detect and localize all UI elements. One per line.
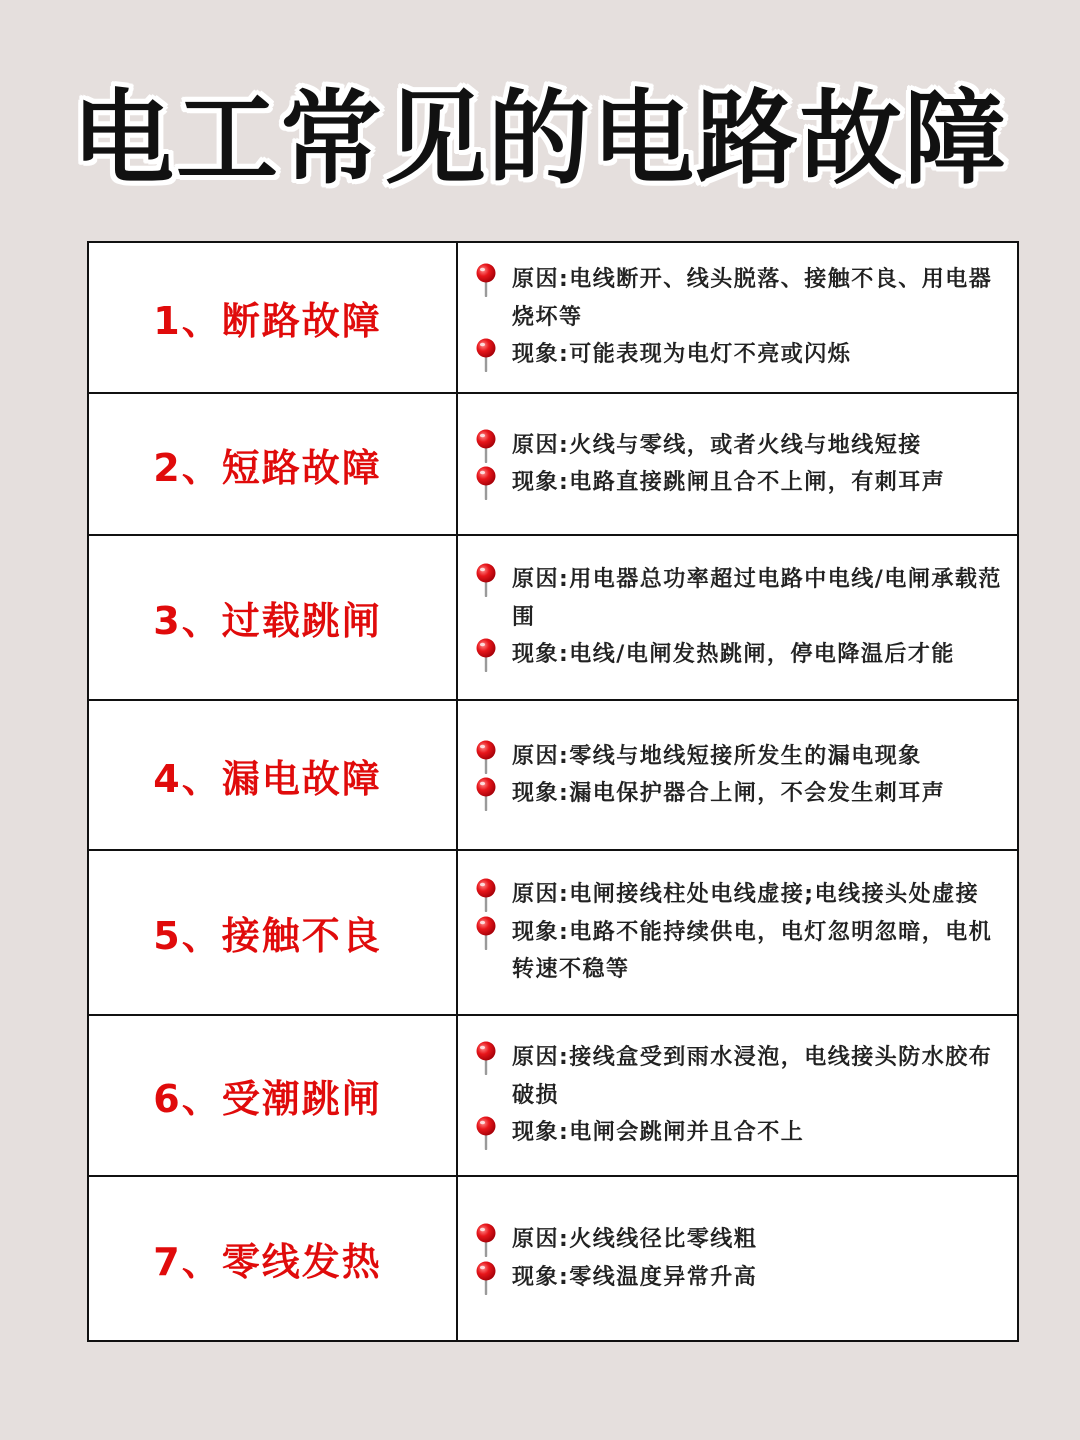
fault-description-cell	[457, 393, 1018, 535]
cause-item	[474, 1039, 1009, 1114]
table-row	[88, 700, 1018, 850]
cause-text: 原因:火线线径比零线粗	[512, 1227, 758, 1252]
symptom-text: 现象:电路直接跳闸且合不上闸，有刺耳声	[512, 470, 946, 495]
fault-category-label: 2、短路故障	[153, 445, 382, 490]
page-title: 电工常见的电路故障	[72, 80, 1008, 199]
fault-description-cell	[457, 535, 1018, 700]
symptom-item	[474, 336, 1009, 374]
symptom-item	[474, 775, 1009, 813]
table-row	[88, 1176, 1018, 1341]
cause-text: 原因:电线断开、线头脱落、接触不良、用电器烧坏等	[512, 267, 993, 330]
fault-category-cell	[88, 1176, 457, 1341]
pushpin-icon	[474, 263, 498, 297]
cause-item	[474, 561, 1009, 636]
cause-item	[474, 738, 1009, 776]
fault-category-cell	[88, 850, 457, 1015]
symptom-item	[474, 636, 1009, 674]
cause-text: 原因:电闸接线柱处电线虚接;电线接头处虚接	[512, 882, 980, 908]
pushpin-icon	[474, 1223, 498, 1257]
symptom-item	[474, 914, 1009, 989]
table-row	[88, 535, 1018, 700]
cause-item	[474, 1221, 1009, 1259]
fault-description-cell	[457, 242, 1018, 393]
pushpin-icon	[474, 338, 498, 372]
table-row	[88, 393, 1018, 535]
fault-category-cell	[88, 700, 457, 850]
fault-category-label: 7、零线发热	[153, 1240, 382, 1284]
fault-category-cell	[88, 242, 457, 393]
fault-description-cell	[457, 1176, 1018, 1341]
fault-category-label: 3、过载跳闸	[153, 599, 382, 643]
pushpin-icon	[474, 916, 498, 950]
fault-category-label: 4、漏电故障	[153, 756, 382, 801]
fault-category-cell	[88, 535, 457, 700]
pushpin-icon	[474, 1261, 498, 1295]
fault-description-cell	[457, 1015, 1018, 1176]
symptom-text: 现象:电闸会跳闸并且合不上	[512, 1120, 805, 1146]
symptom-text: 现象:可能表现为电灯不亮或闪烁	[512, 342, 852, 368]
symptom-item	[474, 1259, 1009, 1297]
cause-item	[474, 876, 1009, 914]
pushpin-icon	[474, 740, 498, 774]
fault-category-label: 1、断路故障	[153, 299, 382, 343]
cause-text: 原因:火线与零线，或者火线与地线短接	[512, 432, 922, 458]
symptom-item	[474, 464, 1009, 502]
table-row	[88, 1015, 1018, 1176]
cause-item	[474, 427, 1009, 465]
pushpin-icon	[474, 638, 498, 672]
symptom-text: 现象:电路不能持续供电，电灯忽明忽暗，电机转速不稳等	[512, 919, 993, 983]
pushpin-icon	[474, 1116, 498, 1150]
fault-table	[87, 241, 1019, 1342]
symptom-text: 现象:零线温度异常升高	[512, 1264, 758, 1290]
table-row	[88, 850, 1018, 1015]
fault-category-label: 6、受潮跳闸	[153, 1077, 382, 1121]
pushpin-icon	[474, 429, 498, 463]
symptom-text: 现象:电线/电闸发热跳闸，停电降温后才能	[512, 642, 955, 668]
table-row	[88, 242, 1018, 393]
pushpin-icon	[474, 563, 498, 597]
cause-text: 原因:用电器总功率超过电路中电线/电闸承载范围	[512, 567, 1002, 630]
pushpin-icon	[474, 466, 498, 500]
pushpin-icon	[474, 777, 498, 811]
symptom-text: 现象:漏电保护器合上闸，不会发生刺耳声	[512, 781, 946, 806]
fault-category-cell	[88, 393, 457, 535]
pushpin-icon	[474, 1041, 498, 1075]
cause-text: 原因:零线与地线短接所发生的漏电现象	[512, 743, 922, 769]
fault-category-cell	[88, 1015, 457, 1176]
cause-item	[474, 261, 1009, 336]
symptom-item	[474, 1114, 1009, 1152]
fault-description-cell	[457, 850, 1018, 1015]
fault-description-cell	[457, 700, 1018, 850]
cause-text: 原因:接线盒受到雨水浸泡，电线接头防水胶布破损	[512, 1045, 993, 1108]
pushpin-icon	[474, 878, 498, 912]
fault-category-label: 5、接触不良	[153, 914, 382, 958]
